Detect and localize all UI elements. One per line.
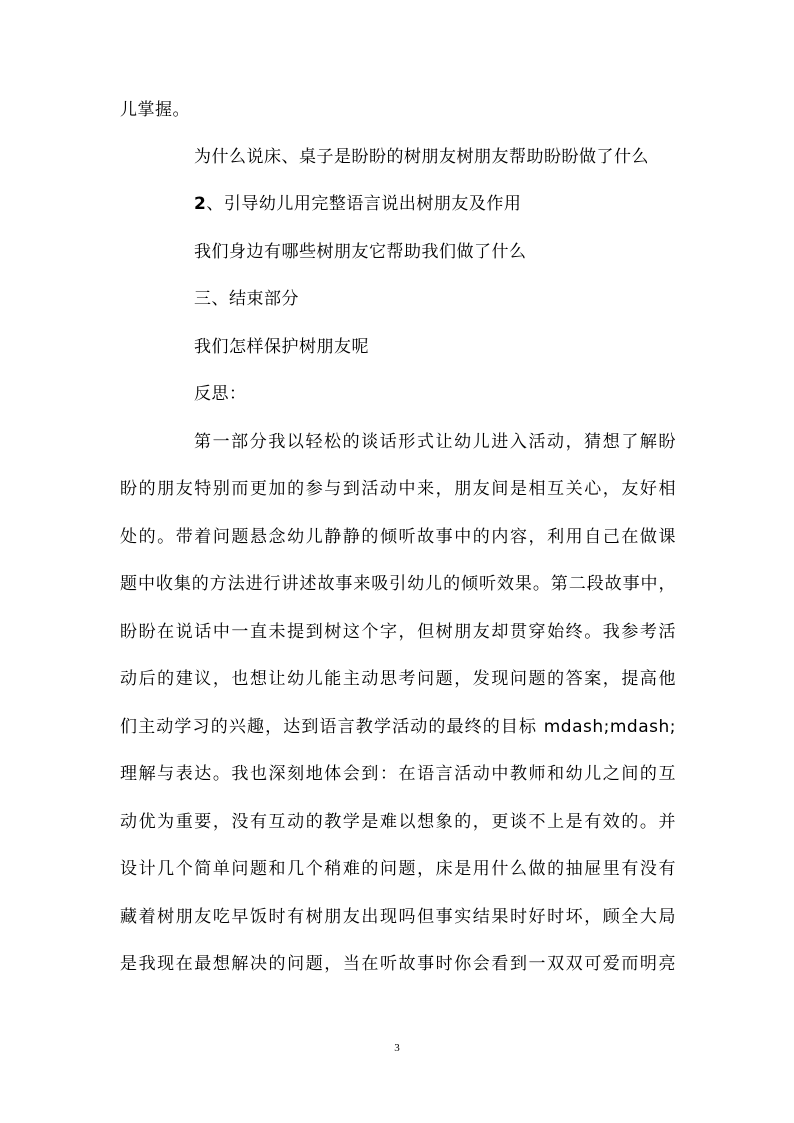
text-line-3 [194,190,794,218]
paragraph-line-5: 盼盼在说话中一直未提到树这个字，但树朋友却贯穿始终。我参考活 [120,622,676,642]
paragraph-line-11: 藏着树朋友吃早饭时有树朋友出现吗但事实结果时好时坏，顾全大局 [120,907,676,927]
text-line-1: 儿掌握。 [120,100,190,120]
paragraph-line-9: 动优为重要，没有互动的教学是难以想象的，更谈不上是有效的。并 [120,812,676,832]
text-line-4: 我们身边有哪些树朋友它帮助我们做了什么 [194,242,527,262]
text-line-2: 为什么说床、桌子是盼盼的树朋友树朋友帮助盼盼做了什么 [194,147,649,167]
text-line-6: 我们怎样保护树朋友呢 [194,337,369,357]
paragraph-line-10: 设计几个简单问题和几个稍难的问题，床是用什么做的抽屉里有没有 [120,859,676,879]
paragraph-line-4: 题中收集的方法进行讲述故事来吸引幼儿的倾听效果。第二段故事中， [120,574,676,594]
paragraph-line-8: 理解与表达。我也深刻地体会到：在语言活动中教师和幼儿之间的互 [120,764,676,784]
paragraph-line-1: 第一部分我以轻松的谈话形式让幼儿进入活动，猜想了解盼 [194,432,676,452]
step-text: 、引导幼儿用完整语言说出树朋友及作用 [206,194,522,214]
section-heading: 三、结束部分 [194,289,299,309]
paragraph-line-12: 是我现在最想解决的问题，当在听故事时你会看到一双双可爱而明亮 [120,954,676,974]
page-number: 3 [394,1042,400,1054]
paragraph-line-6: 动后的建议，也想让幼儿能主动思考问题，发现问题的答案，提高他 [120,669,676,689]
paragraph-line-3: 处的。带着问题悬念幼儿静静的倾听故事中的内容，利用自己在做课 [120,527,676,547]
step-number: 2 [194,194,207,214]
reflection-heading: 反思： [194,384,247,404]
paragraph-line-2: 盼的朋友特别而更加的参与到活动中来，朋友间是相互关心，友好相 [120,479,676,499]
paragraph-line-7: 们主动学习的兴趣，达到语言教学活动的最终的目标 mdash;mdash; [120,717,676,737]
